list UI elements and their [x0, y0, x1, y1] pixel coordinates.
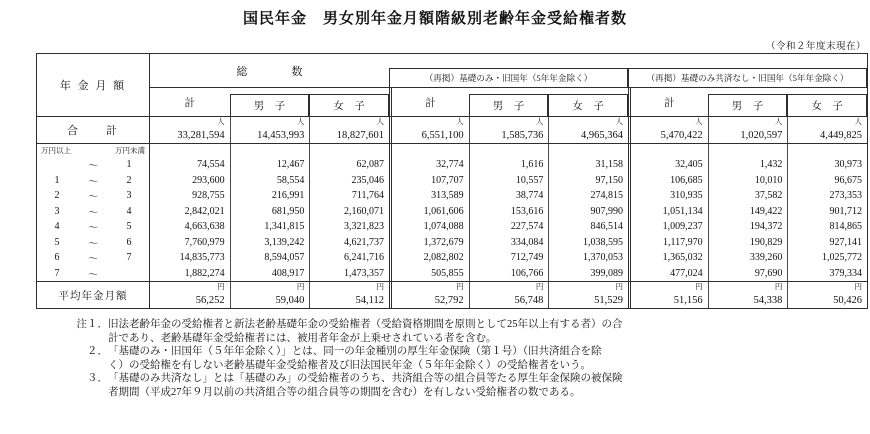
total-value: 18,827,601 [336, 130, 384, 141]
total-cell [309, 117, 389, 143]
band-value: 907,990 [548, 204, 628, 220]
band-value: 293,600 [192, 174, 225, 186]
band-value: 32,405 [628, 157, 708, 173]
total-cell [548, 117, 628, 143]
band-to: 7 [126, 252, 132, 264]
empty-cell [469, 144, 549, 157]
band-value: 97,690 [708, 266, 788, 282]
band-value: 681,950 [230, 204, 310, 220]
band-range [37, 219, 150, 235]
band-value: 153,616 [469, 204, 549, 220]
band-value: 58,554 [230, 173, 310, 189]
band-value: 379,334 [787, 266, 867, 282]
unit-yen: 円 [217, 282, 225, 291]
band-value: 1,372,679 [389, 235, 469, 251]
band-value: 4,663,638 [184, 221, 225, 233]
group-header-total: 総 数 [150, 54, 389, 88]
unit-yen: 円 [774, 282, 783, 291]
total-value: 14,453,993 [257, 130, 305, 141]
band-value: 1,882,274 [184, 267, 225, 279]
footnote-line: 「基礎のみ・旧国年（５年年金除く）」とは、同一の年金種別の厚生年金保険（第１号）（旧共済組合を除 [108, 346, 602, 358]
total-cell [787, 117, 867, 143]
band-value: 1,051,134 [628, 204, 708, 220]
band-value: 10,010 [708, 173, 788, 189]
col-header-label: 男 子 [469, 94, 549, 116]
band-range [37, 266, 150, 282]
band-value: 339,260 [708, 250, 788, 266]
band-value: 901,712 [787, 204, 867, 220]
average-value: 52,792 [434, 295, 464, 306]
col-header-male [469, 88, 549, 116]
band-value: 408,917 [230, 266, 310, 282]
col-header-female [787, 88, 867, 116]
page-title: 国民年金 男女別年金月額階級別老齢年金受給権者数 [242, 10, 627, 27]
footnote-body [108, 318, 838, 345]
date-note: （令和２年度末現在） [765, 42, 866, 52]
range-header [37, 144, 150, 157]
band-value: 273,353 [787, 188, 867, 204]
band-value: 7,760,979 [184, 236, 225, 248]
unit-yen: 円 [535, 282, 544, 291]
average-row [37, 281, 867, 308]
band-from: 5 [54, 236, 60, 248]
table-row [37, 157, 867, 173]
average-cell [787, 282, 867, 308]
empty-cell [787, 144, 867, 157]
band-range [37, 173, 150, 189]
band-tilde: ～ [88, 238, 98, 250]
col-header-male [230, 88, 310, 116]
band-value: 6,241,716 [309, 250, 389, 266]
unit-yen: 円 [296, 282, 305, 291]
unit-person: 人 [456, 117, 464, 126]
band-value: 96,675 [787, 173, 867, 189]
empty-cell [548, 144, 628, 157]
band-from: 2 [54, 190, 60, 202]
band-value: 1,473,357 [309, 266, 389, 282]
unit-yen: 円 [695, 282, 703, 291]
band-value: 310,935 [628, 188, 708, 204]
total-value: 1,020,597 [740, 130, 783, 141]
band-value: 194,372 [708, 219, 788, 235]
footnotes [62, 318, 838, 400]
band-value: 477,024 [628, 266, 708, 282]
band-value: 149,422 [708, 204, 788, 220]
unit-person: 人 [535, 117, 544, 126]
footnote-line: 者期間（平成27年９月以前の共済組合等の組合員等の期間を含む）を有しない受給権者の数である。 [108, 386, 581, 398]
band-value: 38,774 [469, 188, 549, 204]
footnote-label: ３． [87, 373, 108, 385]
empty-cell [628, 144, 708, 157]
average-value: 51,156 [673, 295, 703, 306]
band-value: 62,087 [309, 157, 389, 173]
band-value: 216,991 [230, 188, 310, 204]
empty-cell [150, 144, 230, 157]
band-value: 32,774 [389, 157, 469, 173]
band-value: 4,621,737 [309, 235, 389, 251]
total-cell [708, 117, 788, 143]
footnote [62, 318, 838, 345]
band-range [37, 157, 150, 173]
band-value: 313,589 [389, 188, 469, 204]
footnote-line: 「基礎のみ共済なし」とは「基礎のみ」の受給権者のうち、共済組合等の組合員等たる厚生年金保険の被保険 [108, 373, 623, 385]
total-cell [230, 117, 310, 143]
band-value: 334,084 [469, 235, 549, 251]
band-value: 106,766 [469, 266, 549, 282]
table-row [37, 173, 867, 189]
total-value: 6,551,100 [421, 130, 464, 141]
average-value: 54,112 [355, 295, 384, 306]
band-to: 1 [126, 159, 132, 171]
pension-table [36, 53, 868, 309]
footnote [62, 345, 838, 372]
average-cell [628, 282, 708, 308]
band-value: 1,370,053 [548, 250, 628, 266]
band-value: 1,061,606 [389, 204, 469, 220]
average-value: 54,338 [753, 295, 783, 306]
band-tilde: ～ [88, 192, 98, 204]
group-header-label: （再掲）基礎のみ・旧国年（5年年金除く） [389, 68, 628, 87]
band-tilde: ～ [88, 176, 98, 188]
unit-person: 人 [695, 117, 703, 126]
table-row [37, 250, 867, 266]
band-value: 12,467 [230, 157, 310, 173]
band-from: 6 [54, 252, 60, 264]
band-from: 7 [54, 267, 60, 279]
col-header-label: 男 子 [708, 94, 788, 116]
average-cell [150, 282, 230, 308]
table-row [37, 188, 867, 204]
band-value: 846,514 [548, 219, 628, 235]
band-value: 1,074,088 [389, 219, 469, 235]
average-label: 平均年金月額 [37, 282, 150, 308]
band-value: 2,082,802 [389, 250, 469, 266]
col-header-label: 女 子 [548, 94, 628, 116]
footnote-label: 注１． [76, 319, 108, 330]
total-cell [628, 117, 708, 143]
band-value: 97,150 [548, 173, 628, 189]
footnote-line: 旧法老齢年金の受給権者と新法老齢基礎年金の受給権者（受給資格期間を原則として25年以上有する者）の合 [108, 319, 623, 330]
footnote [62, 372, 838, 399]
empty-cell [230, 144, 310, 157]
band-to: 6 [126, 236, 132, 248]
col-header-label: 男 子 [230, 94, 310, 116]
band-range [37, 188, 150, 204]
band-tilde: ～ [88, 254, 98, 266]
empty-cell [309, 144, 389, 157]
band-value: 74,554 [197, 159, 225, 171]
empty-cell [389, 144, 469, 157]
band-value: 505,855 [389, 266, 469, 282]
total-value: 33,281,594 [177, 130, 225, 141]
band-from: 4 [54, 221, 60, 233]
band-tilde: ～ [88, 269, 98, 281]
average-value: 56,252 [195, 295, 225, 306]
band-range [37, 235, 150, 251]
band-value: 3,139,242 [230, 235, 310, 251]
unit-person: 人 [615, 117, 623, 126]
band-value: 106,685 [628, 173, 708, 189]
band-value: 1,038,595 [548, 235, 628, 251]
band-value: 814,865 [787, 219, 867, 235]
footnote-body [108, 372, 838, 399]
total-row [37, 117, 867, 144]
table-row [37, 204, 867, 220]
total-label: 合 計 [37, 117, 150, 143]
band-value: 2,160,071 [309, 204, 389, 220]
col-header-total: 計 [184, 97, 196, 109]
band-from: 3 [54, 205, 60, 217]
band-value: 711,764 [309, 188, 389, 204]
unit-yen: 円 [854, 282, 862, 291]
band-value: 10,557 [469, 173, 549, 189]
footnote-body [108, 345, 838, 372]
col-header-female [309, 88, 389, 116]
total-value: 1,585,736 [501, 130, 544, 141]
band-to: 5 [126, 221, 132, 233]
range-header-row [37, 144, 867, 157]
band-value: 1,025,772 [787, 250, 867, 266]
group-header-kiso-kyosainashi [628, 54, 867, 88]
col-header-total: 計 [389, 88, 469, 116]
band-value: 3,321,823 [309, 219, 389, 235]
col-header-label: 女 子 [787, 94, 867, 116]
band-to: 2 [126, 174, 132, 186]
table-row [37, 235, 867, 251]
unit-person: 人 [217, 117, 225, 126]
unit-person: 人 [854, 117, 862, 126]
band-value: 274,815 [548, 188, 628, 204]
band-value: 235,046 [309, 173, 389, 189]
band-value: 227,574 [469, 219, 549, 235]
unit-person: 人 [774, 117, 783, 126]
band-value: 1,432 [708, 157, 788, 173]
band-tilde: ～ [88, 161, 98, 173]
group-header-label: （再掲）基礎のみ共済なし・旧国年（5年年金除く） [628, 68, 867, 87]
band-value: 14,835,773 [179, 252, 225, 264]
range-under-label: 万円未満 [115, 146, 145, 155]
total-value: 5,470,422 [660, 130, 703, 141]
average-value: 51,529 [594, 295, 623, 306]
average-cell [548, 282, 628, 308]
average-cell [309, 282, 389, 308]
col-header-total: 計 [628, 88, 708, 116]
band-value: 1,616 [469, 157, 549, 173]
unit-yen: 円 [456, 282, 464, 291]
empty-cell [708, 144, 788, 157]
band-to: 3 [126, 190, 132, 202]
total-cell [150, 117, 230, 143]
table-row [37, 266, 867, 282]
table-area [36, 38, 868, 309]
band-from: 1 [54, 174, 60, 186]
band-value: 107,707 [389, 173, 469, 189]
band-tilde: ～ [88, 207, 98, 219]
total-cell [389, 117, 469, 143]
total-value: 4,965,364 [580, 130, 623, 141]
band-value: 927,141 [787, 235, 867, 251]
table-row [37, 219, 867, 235]
group-header-kiso-kyukokunen [389, 54, 628, 88]
average-cell [389, 282, 469, 308]
band-value: 399,089 [548, 266, 628, 282]
average-cell [708, 282, 788, 308]
average-value: 59,040 [275, 295, 305, 306]
footnote-line: 計であり、老齢基礎年金受給権者には、被用者年金が上乗せされている者を含む。 [108, 332, 497, 344]
band-range [37, 250, 150, 266]
table-header [37, 54, 867, 117]
average-value: 50,426 [833, 295, 862, 306]
col-header-male [708, 88, 788, 116]
band-tilde: ～ [88, 223, 98, 235]
band-rows [37, 157, 867, 281]
average-value: 56,748 [514, 295, 544, 306]
corner-cell: 年 金 月 額 [37, 54, 150, 116]
footnote-label: ２． [87, 346, 108, 358]
total-cell [469, 117, 549, 143]
unit-person: 人 [296, 117, 305, 126]
total-value: 4,449,825 [819, 130, 862, 141]
band-value: 1,341,815 [230, 219, 310, 235]
unit-yen: 円 [376, 282, 384, 291]
band-value: 190,829 [708, 235, 788, 251]
band-range [37, 204, 150, 220]
col-header-label: 女 子 [309, 94, 389, 116]
unit-person: 人 [376, 117, 384, 126]
average-cell [469, 282, 549, 308]
band-value: 1,009,237 [628, 219, 708, 235]
band-value: 31,158 [548, 157, 628, 173]
band-value: 712,749 [469, 250, 549, 266]
band-value: 2,842,021 [184, 205, 225, 217]
band-value: 37,582 [708, 188, 788, 204]
band-value: 8,594,057 [230, 250, 310, 266]
band-to: 4 [126, 205, 132, 217]
band-value: 1,117,970 [628, 235, 708, 251]
band-value: 928,755 [192, 190, 225, 202]
band-value: 30,973 [787, 157, 867, 173]
range-over-label: 万円以上 [41, 146, 71, 155]
col-header-female [548, 88, 628, 116]
average-cell [230, 282, 310, 308]
unit-yen: 円 [615, 282, 623, 291]
band-value: 1,365,032 [628, 250, 708, 266]
footnote-line: く）の受給権を有しない老齢基礎年金受給権者及び旧法国民年金（５年年金除く）の受給権者をいう。 [108, 359, 591, 371]
